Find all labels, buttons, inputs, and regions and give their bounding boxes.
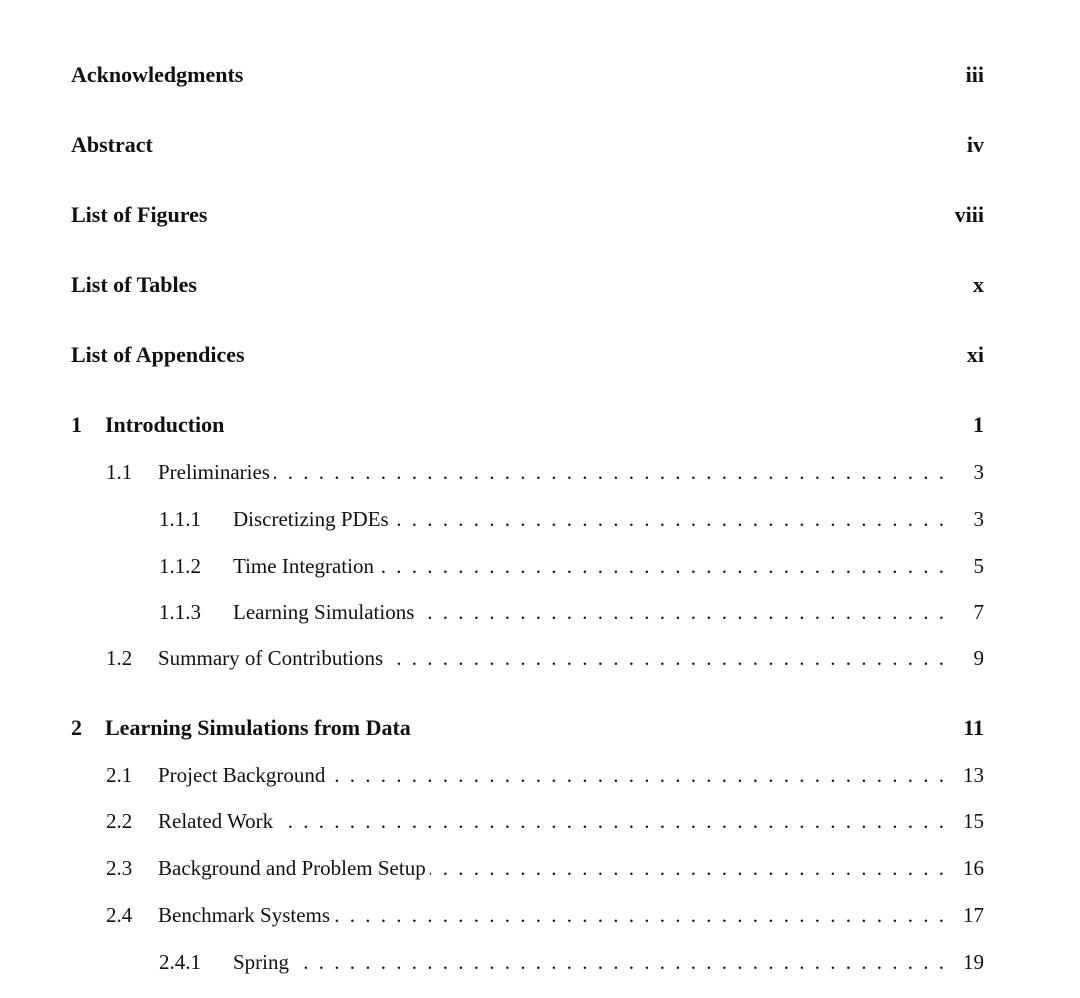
- dot-leader: [393, 507, 944, 532]
- toc-title: Spring: [233, 950, 290, 974]
- toc-page-number: 3: [973, 460, 984, 484]
- toc-title: Discretizing PDEs: [233, 507, 389, 531]
- toc-section-number: 2.1: [106, 763, 133, 787]
- toc-section-2-4[interactable]: [0, 903, 1080, 928]
- toc-title: Summary of Contributions: [158, 646, 384, 670]
- toc-page-number: 17: [963, 903, 984, 927]
- toc-subsection-number: 1.1.3: [159, 600, 201, 624]
- toc-chapter-2[interactable]: [0, 715, 1080, 741]
- dot-leader: [274, 460, 944, 485]
- toc-title: Time Integration: [233, 554, 374, 578]
- dot-leader: [293, 950, 944, 975]
- toc-page-number: x: [973, 272, 984, 297]
- toc-section-2-3[interactable]: [0, 856, 1080, 881]
- toc-title: Acknowledgments: [71, 62, 244, 87]
- toc-page-number: 7: [973, 600, 984, 624]
- toc-subsection-1-1-3[interactable]: [0, 600, 1080, 625]
- toc-page-number: 13: [963, 763, 984, 787]
- toc-title: Learning Simulations from Data: [105, 715, 411, 740]
- toc-title: Related Work: [158, 809, 274, 833]
- toc-chapter-number: 1: [71, 412, 82, 437]
- toc-page-number: 3: [973, 507, 984, 531]
- toc-chapter-number: 2: [71, 715, 82, 740]
- dot-leader: [334, 903, 944, 928]
- toc-page-number: viii: [954, 202, 984, 227]
- toc-title: Learning Simulations: [233, 600, 415, 624]
- toc-page-number: 1: [973, 412, 984, 437]
- toc-page-number: 16: [963, 856, 984, 880]
- toc-subsection-1-1-1[interactable]: [0, 507, 1080, 532]
- toc-page-number: 11: [963, 715, 984, 740]
- toc-subsection-number: 2.4.1: [159, 950, 201, 974]
- dot-leader: [378, 554, 944, 579]
- toc-title: Abstract: [71, 132, 153, 157]
- toc-subsection-1-1-2[interactable]: [0, 554, 1080, 579]
- dot-leader: [430, 856, 944, 881]
- toc-title: Background and Problem Setup: [158, 856, 426, 880]
- dot-leader: [329, 763, 944, 788]
- toc-title: List of Figures: [71, 202, 208, 227]
- toc-entry-abstract[interactable]: [0, 132, 1080, 158]
- toc-section-2-2[interactable]: [0, 809, 1080, 834]
- toc-subsection-number: 1.1.1: [159, 507, 201, 531]
- toc-title: List of Tables: [71, 272, 197, 297]
- toc-page-number: iv: [966, 132, 984, 157]
- toc-entry-list-of-figures[interactable]: [0, 202, 1080, 228]
- toc-title: List of Appendices: [71, 342, 245, 367]
- toc-page-number: xi: [966, 342, 984, 367]
- toc-entry-acknowledgments[interactable]: [0, 62, 1080, 88]
- toc-page-number: iii: [965, 62, 984, 87]
- toc-title: Project Background: [158, 763, 326, 787]
- toc-entry-list-of-appendices[interactable]: [0, 342, 1080, 368]
- toc-section-1-2[interactable]: [0, 646, 1080, 671]
- toc-subsection-2-4-1[interactable]: [0, 950, 1080, 975]
- toc-section-number: 2.3: [106, 856, 133, 880]
- toc-section-2-1[interactable]: [0, 763, 1080, 788]
- toc-page-number: 19: [963, 950, 984, 974]
- toc-section-number: 2.2: [106, 809, 133, 833]
- toc-section-number: 1.2: [106, 646, 133, 670]
- toc-title: Benchmark Systems: [158, 903, 331, 927]
- toc-page-number: 5: [973, 554, 984, 578]
- toc-subsection-number: 1.1.2: [159, 554, 201, 578]
- dot-leader: [387, 646, 944, 671]
- toc-title: Introduction: [105, 412, 225, 437]
- toc-section-number: 2.4: [106, 903, 133, 927]
- toc-section-number: 1.1: [106, 460, 133, 484]
- toc-entry-list-of-tables[interactable]: [0, 272, 1080, 298]
- dot-leader: [418, 600, 944, 625]
- dot-leader: [277, 809, 944, 834]
- toc-title: Preliminaries: [158, 460, 270, 484]
- toc-page-number: 9: [973, 646, 984, 670]
- toc-page-number: 15: [963, 809, 984, 833]
- toc-chapter-1[interactable]: [0, 412, 1080, 438]
- toc-section-1-1[interactable]: [0, 460, 1080, 485]
